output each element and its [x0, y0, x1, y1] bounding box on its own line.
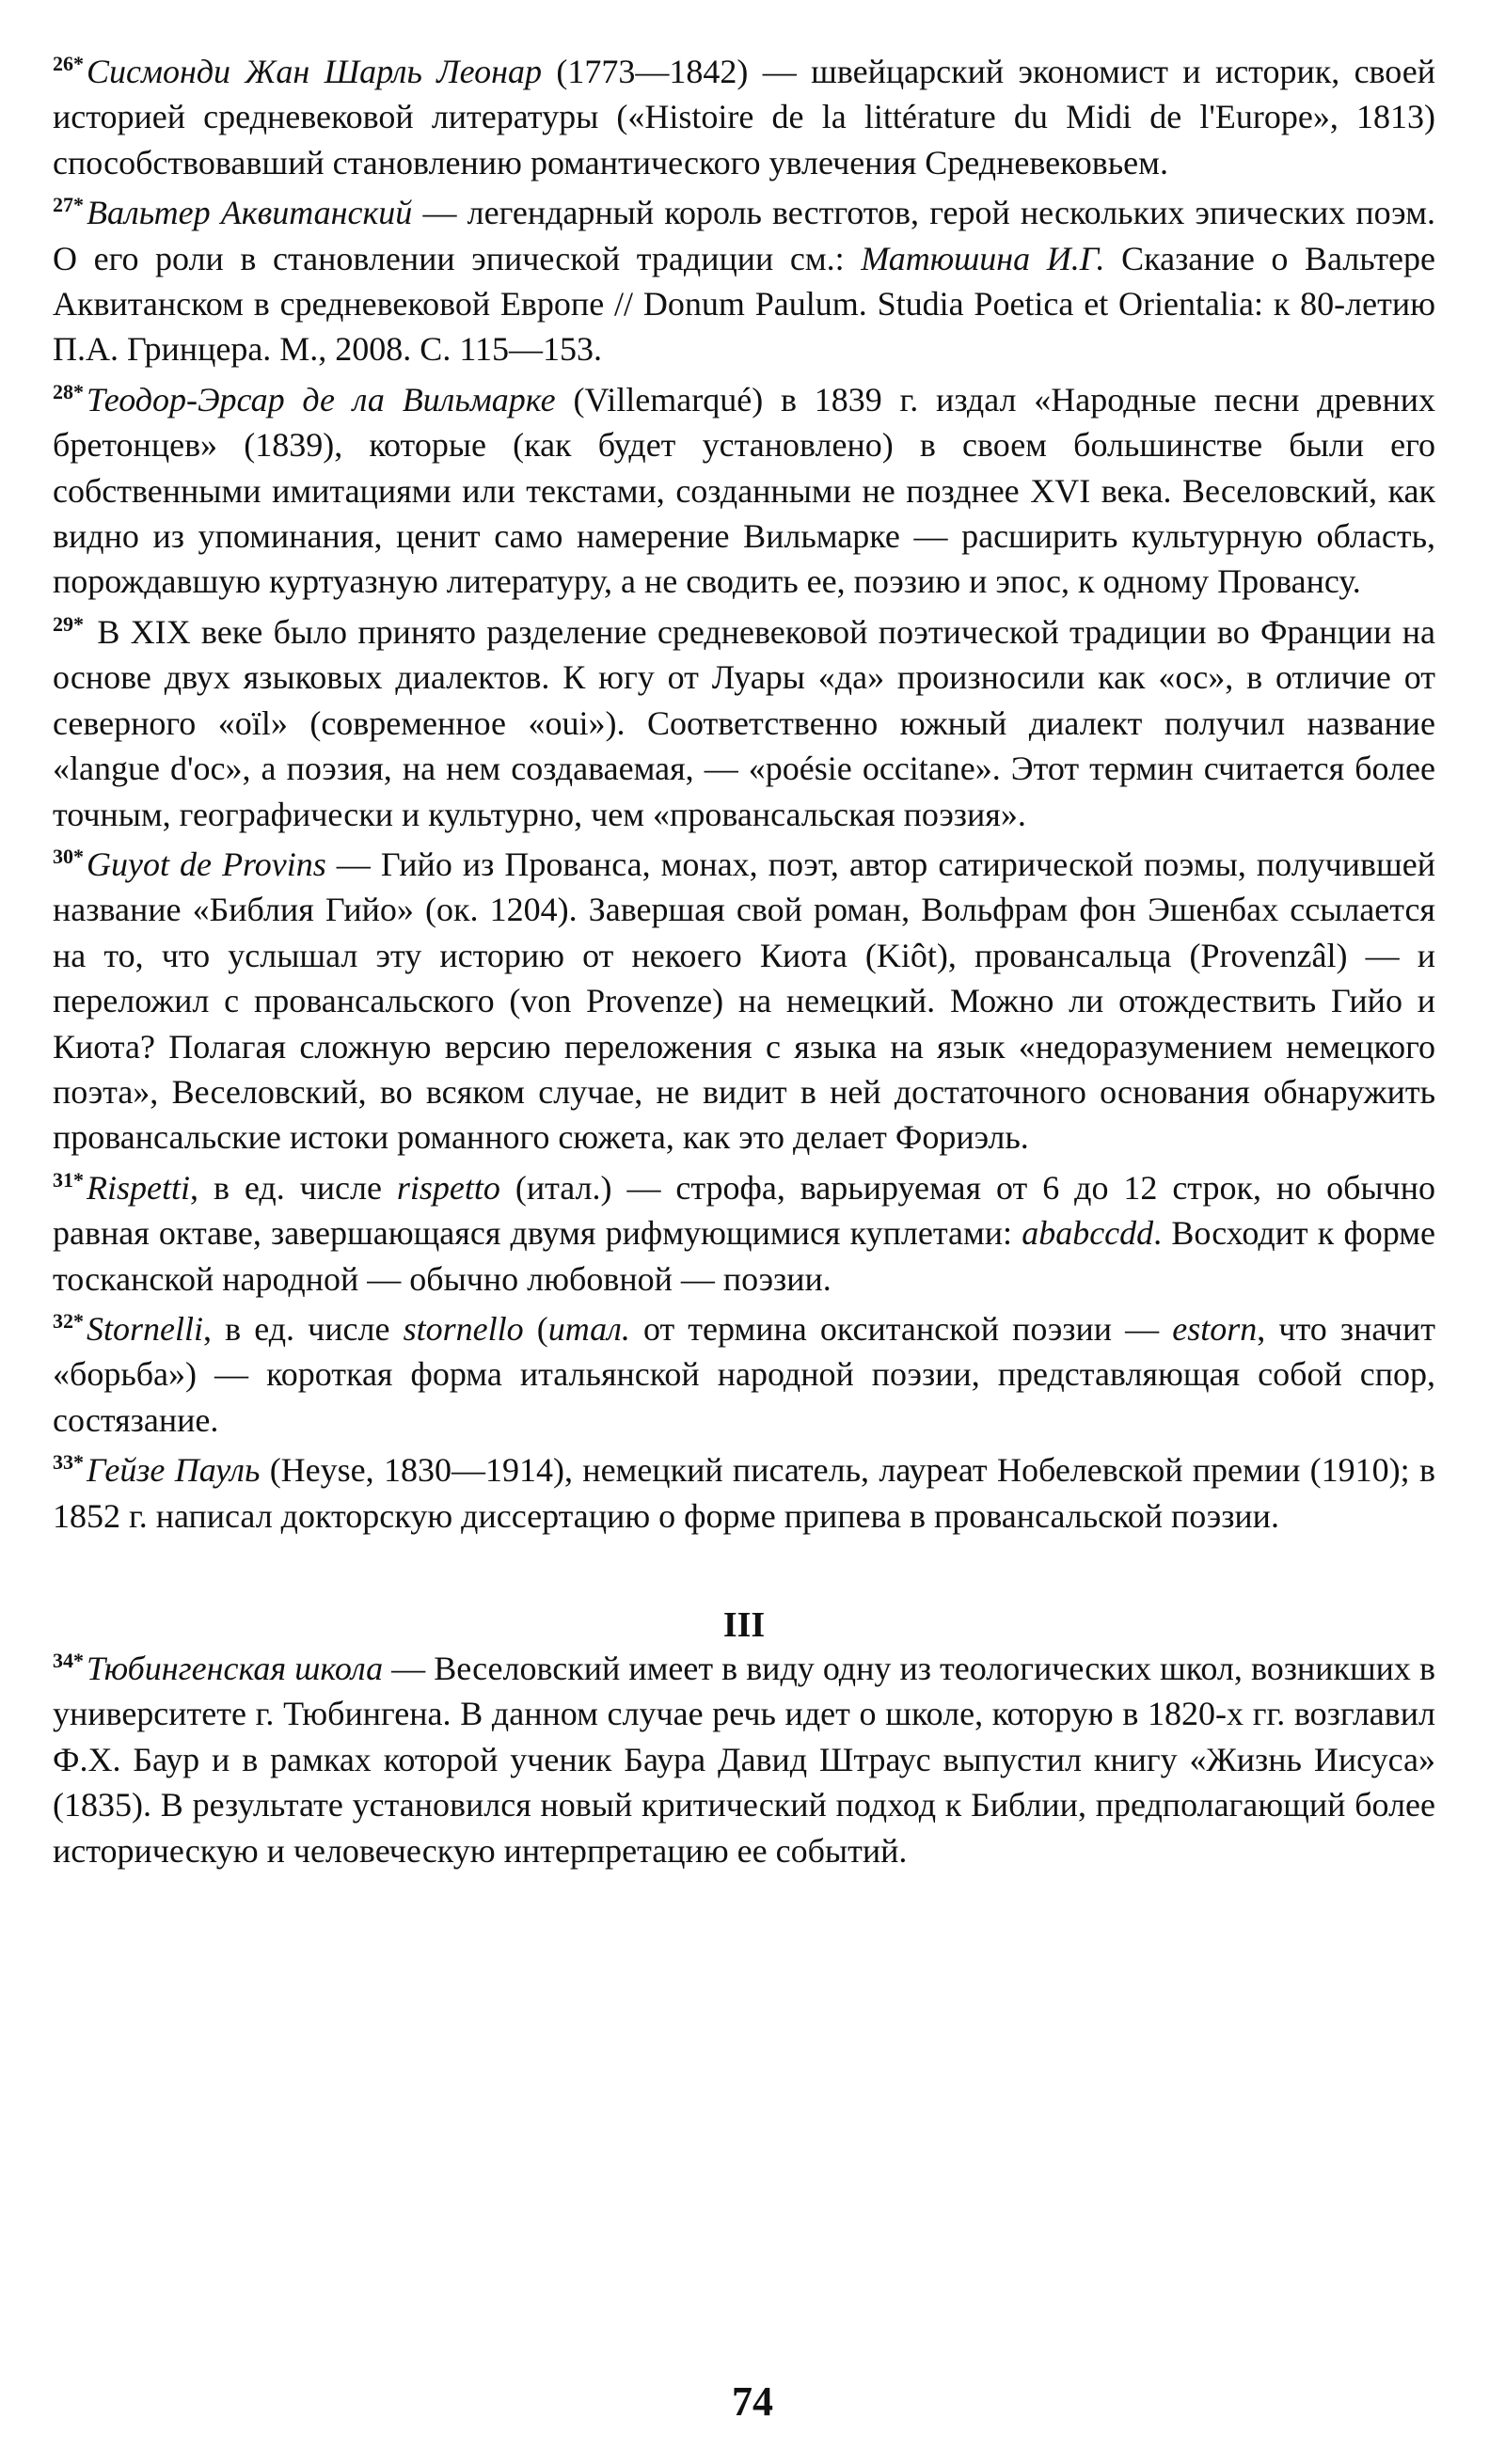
footnote-number: 30*	[53, 844, 84, 868]
footnote-text: (Heyse, 1830—1914), немецкий писатель, лауреат Нобелевской премии (1910); в 1852 г. написал докторскую диссертацию о форме припева в провансальской поэзии.	[53, 1451, 1435, 1535]
footnote-29	[53, 609, 1435, 837]
footnote-term: Rispetti	[87, 1168, 190, 1207]
footnote-text: — легендарный король вестготов, герой нескольких эпических поэм. О его роли в становлении эпической традиции см.:	[53, 194, 1435, 277]
rhyme-scheme: ababccdd	[1022, 1214, 1154, 1253]
footnote-term-singular: rispetto	[396, 1168, 500, 1207]
footnote-term: Сисмонди Жан Шарль Леонар	[87, 53, 542, 90]
footnote-term: Guyot de Provins	[87, 845, 326, 883]
footnote-text: В XIX веке было принято разделение средневековой поэтической традиции во Франции на основе двух языковых диалектов. К югу от Луары «да» произносили как «ос», в отличие от северного «oïl» (современное «oui»). Соответственно южный диалект получил название «langue d'oc», а поэзия, на нем создаваемая, — «poésie occitane». Этот термин считается более точным, географически и культурно, чем «провансальская поэзия».	[53, 612, 1435, 833]
footnote-text: , что значит «борьба») — короткая форма итальянской народной поэзии, представляющая собой спор, состязание.	[53, 1309, 1435, 1439]
footnote-28	[53, 377, 1435, 605]
footnote-number: 34*	[53, 1649, 84, 1672]
footnote-text: от термина окситанской поэзии —	[629, 1309, 1173, 1348]
page-number: 74	[732, 2378, 773, 2425]
footnote-33	[53, 1447, 1435, 1539]
footnote-term-origin: estorn	[1172, 1309, 1258, 1348]
footnote-31	[53, 1165, 1435, 1302]
footnote-30	[53, 842, 1435, 1161]
footnote-32	[53, 1306, 1435, 1443]
footnote-34	[53, 1646, 1435, 1873]
page-body	[53, 49, 1435, 1878]
footnote-text: (итал.) — строфа, варьируемая от 6 до 12 строк, но обычно равная октаве, завершающаяся двумя рифмующимися куплетами:	[53, 1168, 1435, 1253]
footnote-text: (1773—1842) — швейцарский экономист и историк, своей историей средневековой литературы («Histoire de la littérature du Midi de l'Europe», 1813) способствовавший становлению романтического увлечения Средневековьем.	[53, 53, 1435, 182]
footnote-number: 33*	[53, 1450, 84, 1475]
footnote-text: — Гийо из Прованса, монах, поэт, автор сатирической поэмы, получившей название «Библия Гийо» (ок. 1204). Завершая свой роман, Вольфрам фон Эшенбах ссылается на то, что услышал эту историю от некоего Киота (Kiôt), провансальца (Provenzâl) — и переложил с провансальского (von Provenze) на немецкий. Можно ли отождествить Гийо и Киота? Полагая сложную версию переложения с языка на язык «недоразумением немецкого поэта», Веселовский, во всяком случае, не видит в ней достаточного основания обнаружить провансальские истоки романного сюжета, как это делает Фориэль.	[53, 845, 1435, 1157]
footnote-text: (	[523, 1309, 548, 1348]
footnote-number: 31*	[53, 1167, 84, 1192]
footnote-number: 28*	[53, 379, 84, 403]
footnote-number: 32*	[53, 1308, 84, 1333]
footnote-term: Гейзе Пауль	[87, 1451, 261, 1490]
footnote-number: 27*	[53, 193, 84, 217]
section-heading: III	[722, 1605, 766, 1645]
language-abbrev: итал.	[547, 1309, 630, 1348]
footnote-term: Stornelli	[87, 1309, 203, 1348]
footnote-number: 29*	[53, 611, 84, 636]
footnote-term: Вальтер Аквитанский	[87, 194, 413, 232]
footnote-term: Тюбингенская школа	[87, 1650, 384, 1687]
reference-author: Матюшина И.Г.	[861, 239, 1105, 277]
footnote-text: — Веселовский имеет в виду одну из теологических школ, возникших в университете г. Тюбингена. В данном случае речь идет о школе, которую в 1820-х гг. возглавил Ф.Х. Баур и в рамках которой ученик Баура Давид Штраус выпустил книгу «Жизнь Иисуса» (1835). В результате установился новый критический подход к Библии, предполагающий более историческую и человеческую интерпретацию ее событий.	[53, 1650, 1435, 1870]
footnote-text: , в ед. числе	[203, 1309, 404, 1348]
footnote-text: Сказание о Вальтере Аквитанском в средневековой Европе // Donum Paulum. Studia Poetica et Orientalia: к 80-летию П.А. Гринцера. М., 2008. С. 115—153.	[53, 239, 1436, 369]
footnote-text: . Восходит к форме тосканской народной — обычно любовной — поэзии.	[53, 1214, 1435, 1298]
footnote-text: (Villemarqué) в 1839 г. издал «Народные песни древних бретонцев» (1839), которые (как будет установлено) в своем большинстве были его собственными имитациями или текстами, созданными не позднее XVI века. Веселовский, как видно из упоминания, ценит само намерение Вильмарке — расширить культурную область, порождавшую куртуазную литературу, а не сводить ее, поэзию и эпос, к одному Провансу.	[53, 380, 1435, 601]
footnote-26	[53, 49, 1435, 185]
footnote-27	[53, 190, 1435, 372]
footnote-text: , в ед. числе	[190, 1168, 397, 1207]
footnote-term: Теодор-Эрсар де ла Вильмарке	[87, 380, 556, 419]
footnote-term-singular: stornello	[403, 1309, 524, 1348]
footnote-number: 26*	[53, 52, 84, 75]
